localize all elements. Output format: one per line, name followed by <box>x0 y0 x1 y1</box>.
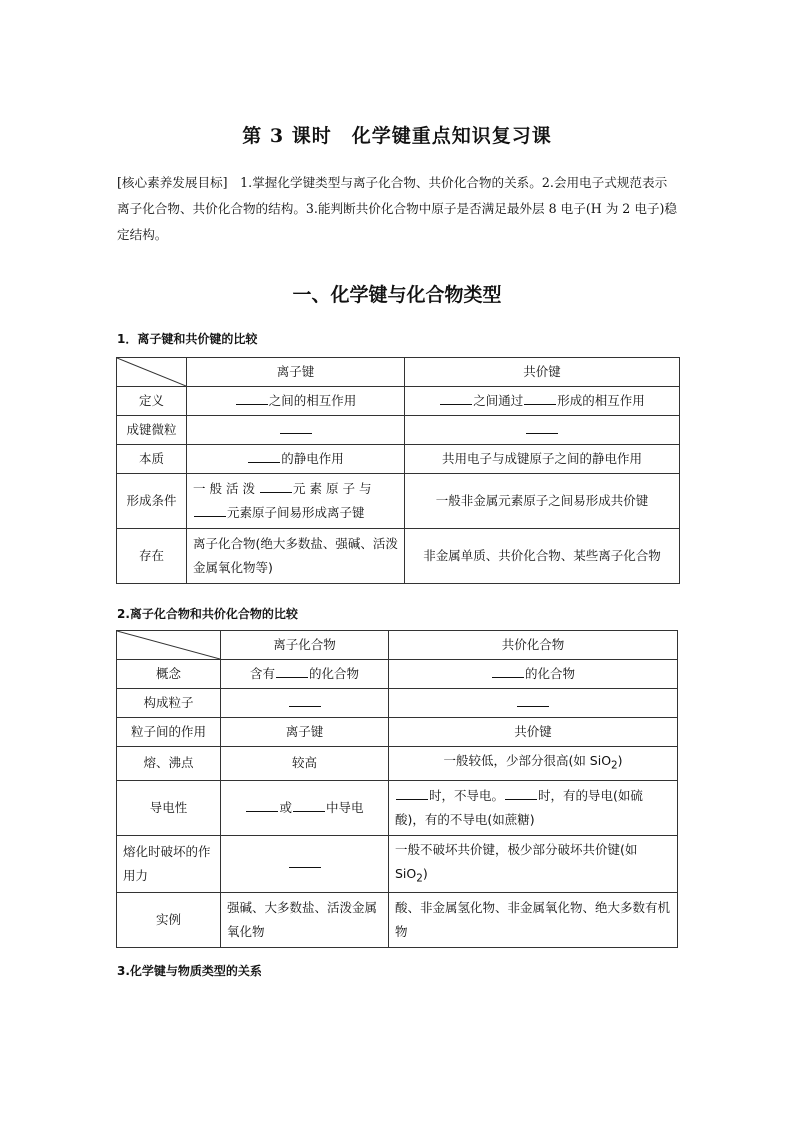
fill-blank[interactable] <box>396 787 428 800</box>
subheading-3: 3.化学键与物质类型的关系 <box>117 964 262 978</box>
row-label: 本质 <box>117 445 187 474</box>
fill-blank[interactable] <box>526 421 558 434</box>
table-cell: 共用电子与成键原子之间的静电作用 <box>405 445 680 474</box>
diagonal-header-cell <box>117 631 221 660</box>
table-cell: 共价键 <box>389 718 678 747</box>
subscript: 2 <box>416 872 423 884</box>
row-label: 形成条件 <box>117 474 187 529</box>
page-title: 第 3 课时 化学键重点知识复习课 <box>242 125 552 147</box>
cell-text: 的化合物 <box>309 666 360 681</box>
table-cell: 较高 <box>221 747 389 781</box>
diagonal-header-cell <box>117 358 187 387</box>
table-cell <box>221 835 389 893</box>
table-cell: 离子化合物(绝大多数盐、强碱、活泼金属氧化物等) <box>187 529 405 584</box>
fill-blank[interactable] <box>246 799 278 812</box>
fill-blank[interactable] <box>492 665 524 678</box>
cell-text: 的化合物 <box>524 666 575 681</box>
table-cell <box>405 416 680 445</box>
table-cell: 一般非金属元素原子之间易形成共价键 <box>405 474 680 529</box>
table-cell: 非金属单质、共价化合物、某些离子化合物 <box>405 529 680 584</box>
fill-blank[interactable] <box>289 694 321 707</box>
fill-blank[interactable] <box>505 787 537 800</box>
cell-text: 元素原子间易形成离子键 <box>227 505 365 520</box>
table-cell <box>405 387 680 416</box>
row-label: 存在 <box>117 529 187 584</box>
subheading-2: 2.离子化合物和共价化合物的比较 <box>117 607 298 621</box>
fill-blank[interactable] <box>293 799 325 812</box>
cell-text: 时，不导电。 <box>429 787 505 803</box>
table-cell <box>187 474 405 529</box>
cell-text: 中导电 <box>326 799 364 815</box>
row-label: 定义 <box>117 387 187 416</box>
fill-blank[interactable] <box>194 504 226 517</box>
header-ionic-bond: 离子键 <box>187 358 405 387</box>
fill-blank[interactable] <box>289 855 321 868</box>
table-cell <box>389 660 678 689</box>
row-label: 导电性 <box>117 780 221 835</box>
fill-blank[interactable] <box>248 450 280 463</box>
table-cell: 酸、非金属氢化物、非金属氧化物、绝大多数有机物 <box>389 893 678 948</box>
bond-comparison-table <box>116 357 680 584</box>
table-cell: 强碱、大多数盐、活泼金属氧化物 <box>221 893 389 948</box>
fill-blank[interactable] <box>524 392 556 405</box>
table-cell <box>389 689 678 718</box>
subscript: 2 <box>611 759 618 772</box>
learning-objectives <box>117 170 679 248</box>
cell-text: 一般不破坏共价键，极少部分破坏共价键(如 SiO <box>395 841 638 881</box>
table-cell <box>221 689 389 718</box>
table-cell <box>389 780 678 835</box>
fill-blank[interactable] <box>517 694 549 707</box>
fill-blank[interactable] <box>236 392 268 405</box>
cell-text: 含有 <box>249 666 275 681</box>
cell-text: 元素原子与 <box>293 481 376 496</box>
cell-text: 之间的相互作用 <box>268 393 357 408</box>
table-cell <box>389 747 678 781</box>
objectives-tag: [核心素养发展目标] <box>117 175 228 190</box>
cell-text: 时，有的导电(如硫酸)，有的不导电(如蔗糖) <box>395 787 643 827</box>
row-label: 熔、沸点 <box>117 747 221 781</box>
table-cell <box>389 835 678 893</box>
row-label: 熔化时破坏的作用力 <box>117 835 221 893</box>
row-label: 构成粒子 <box>117 689 221 718</box>
table-cell <box>187 445 405 474</box>
fill-blank[interactable] <box>440 392 472 405</box>
row-label: 概念 <box>117 660 221 689</box>
row-label: 成键微粒 <box>117 416 187 445</box>
cell-text: 之间通过 <box>473 393 524 408</box>
cell-text: 一般较低，少部分很高(如 SiO <box>443 753 612 768</box>
row-label: 实例 <box>117 893 221 948</box>
cell-text: 一般活泼 <box>193 481 260 496</box>
section-heading: 一、化学键与化合物类型 <box>292 284 502 306</box>
header-ionic-compound: 离子化合物 <box>221 631 389 660</box>
table-cell <box>187 416 405 445</box>
fill-blank[interactable] <box>260 480 292 493</box>
objectives-text: 1.掌握化学键类型与离子化合物、共价化合物的关系。2.会用电子式规范表示离子化合物、共价化合物的结构。3.能判断共价化合物中原子是否满足最外层 8 电子(H 为 2 电子)稳定结构。 <box>117 175 678 242</box>
fill-blank[interactable] <box>280 421 312 434</box>
header-covalent-compound: 共价化合物 <box>389 631 678 660</box>
header-covalent-bond: 共价键 <box>405 358 680 387</box>
cell-text: 形成的相互作用 <box>557 393 645 408</box>
table-cell <box>221 780 389 835</box>
cell-text: 或 <box>279 799 292 815</box>
cell-text: 的静电作用 <box>281 451 344 466</box>
cell-text: ) <box>422 865 428 881</box>
table-cell <box>221 660 389 689</box>
table-cell <box>187 387 405 416</box>
fill-blank[interactable] <box>276 665 308 678</box>
compound-comparison-table <box>116 630 678 948</box>
row-label: 粒子间的作用 <box>117 718 221 747</box>
subheading-1: 1．离子键和共价键的比较 <box>117 332 258 346</box>
table-cell: 离子键 <box>221 718 389 747</box>
cell-text: ) <box>617 753 623 768</box>
